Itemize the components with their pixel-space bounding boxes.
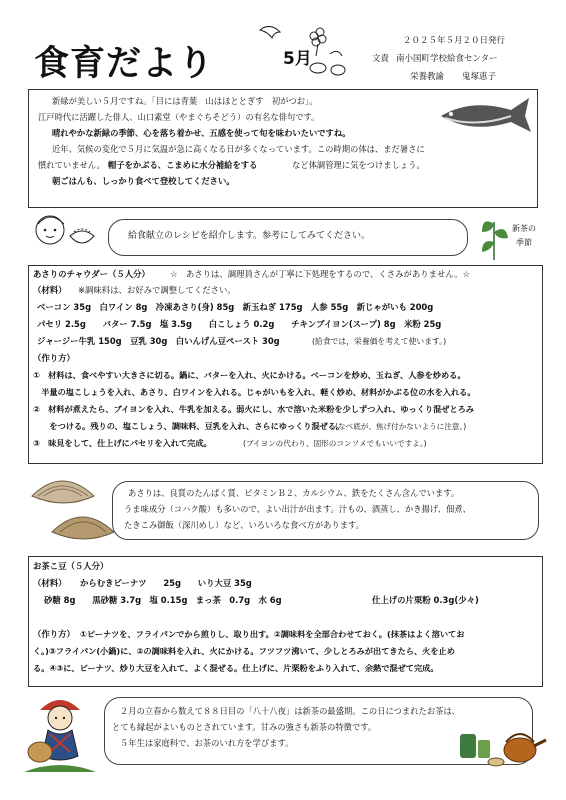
tea-picker-icon bbox=[20, 690, 100, 780]
chowder-title: あさりのチャウダー（５人分） bbox=[33, 269, 150, 279]
bonito-fish-icon bbox=[435, 92, 535, 142]
intro-line-6: 朝ごはんも、しっかり食べて登校してください。 bbox=[52, 176, 235, 186]
chowder-ingredients-tail: (給食では，栄養価を考えて使います。) bbox=[312, 337, 447, 346]
teapot-and-cup-icon bbox=[456, 722, 550, 768]
chowder-step-3-note: (ブイヨンの代わり、固形のコンソメでもいいですよ。) bbox=[243, 439, 427, 448]
tea-info-line-3: ５年生は家庭科で、お茶のいれ方を学びます。 bbox=[120, 738, 294, 748]
asari-info-line-1: あさりは、良質のたんぱく質、ビタミンＢ２、カルシウム、鉄をたくさん含んでいます。 bbox=[128, 488, 460, 498]
tea-beans-step-1: ①ピーナツを、フライパンでから煎りし、取り出す。②調味料を全部合わせておく。(抹茶はよく溶いてお bbox=[80, 629, 465, 639]
tea-beans-method-label: （作り方） bbox=[33, 629, 75, 639]
clam-icon bbox=[22, 466, 120, 546]
child-eating-icon bbox=[30, 208, 106, 260]
tea-info-line-2: とても縁起がよいものとされています。甘みの強さも新茶の特徴です。 bbox=[112, 722, 377, 732]
tea-beans-step-3: る。④③に、ピーナツ、炒り大豆を入れて、よく混ぜる。仕上げに、片栗粉をふり入れて、余熱で混ぜて完成。 bbox=[33, 663, 439, 673]
tea-leaf-icon bbox=[478, 214, 510, 262]
chowder-step-1b: 半量の塩こしょうを入れ、あさり、白ワインを入れる。じゃがいもを入れ、軽く炒め、材料がかぶる位の水を入れる。 bbox=[33, 387, 476, 397]
tea-beans-step-2: く。)③フライパン(小鍋)に、②の調味料を入れ、火にかける。フツフツ沸いて、少しとろみが出てきたら、火を止め bbox=[33, 646, 455, 656]
chowder-step-2-note: (なべ底が、焦げ付かないように注意。) bbox=[335, 422, 467, 431]
intro-line-4: 近年、気候の変化で５月に気温が急に高くなる日が多くなっています。この時期の体は、まだ暑さに bbox=[52, 144, 425, 154]
author-name: 鬼塚恵子 bbox=[462, 72, 497, 82]
chowder-step-2b: をつける。残りの、塩こしょう、調味料、豆乳を入れ、さらにゆっくり混ぜる。 bbox=[33, 421, 345, 431]
tea-beans-title: お茶こ豆（５人分） bbox=[33, 561, 109, 571]
publisher: 南小国町学校給食センター bbox=[396, 54, 498, 64]
asari-info-line-2: うま味成分（コハク酸）も多いので、よい出汁が出ます。汁もの、酒蒸し、かき揚げ、佃煮、 bbox=[124, 504, 471, 514]
chowder-method-label: （作り方） bbox=[33, 353, 75, 363]
intro-line-3: 晴れやかな新緑の季節、心を落ち着かせ、五感を使って旬を味わいたいですね。 bbox=[52, 128, 351, 138]
tea-beans-ingredients-line-2: 砂糖 8g 黒砂糖 3.7g 塩 0.15g まっ茶 0.7g 水 6g bbox=[44, 595, 282, 605]
chowder-step-3: ③ 味見をして、仕上げにパセリを入れて完成。 bbox=[33, 438, 212, 448]
intro-line-5: 慣れていません。 bbox=[38, 160, 105, 170]
header-doodle-icon bbox=[252, 18, 362, 80]
chowder-ingredients-line-2: パセリ 2.5g バター 7.5g 塩 3.5g 白こしょう 0.2g チキンブイヨン(スープ) 8g 米粉 25g bbox=[37, 319, 442, 329]
intro-line-5-tail: など体調管理に気をつけましょう。 bbox=[292, 160, 425, 170]
intro-line-2: 江戸時代に活躍した俳人、山口素堂（やまぐちそどう）の有名な俳句です。 bbox=[38, 112, 320, 122]
chowder-step-2: ② 材料が煮えたら、ブイヨンを入れ、牛乳を加える。弱火にし、水で溶いた米粉を少しずつ入れ、ゆっくり混ぜとろみ bbox=[33, 404, 475, 414]
tea-season-label-1: 新茶の bbox=[512, 224, 536, 233]
chowder-ingredients-note: ※調味料は、お好みで調整してください。 bbox=[78, 285, 236, 295]
chowder-ingredients-line-1: ベーコン 35g 白ワイン 8g 冷凍あさり(身) 85g 新玉ねぎ 175g 人参 55g 新じゃがいも 200g bbox=[37, 302, 434, 312]
tea-info-line-1: ２月の立春から数えて８８日目の「八十八夜」は新茶の最盛期。この日につまれたお茶は、 bbox=[120, 706, 461, 716]
chowder-note: ☆ あさりは、調理員さんが丁寧に下処理をするので、くさみがありません。☆ bbox=[170, 269, 471, 279]
author-role: 栄養教諭 bbox=[410, 72, 445, 82]
intro-line-1: 新緑が美しい５月ですね。「目には青葉 山はほととぎす 初がつお」。 bbox=[52, 96, 318, 106]
issue-date: ２０２５年５月２０日発行 bbox=[403, 36, 506, 46]
tea-beans-ingredients-tail: 仕上げの片栗粉 0.3g(少々) bbox=[372, 595, 479, 605]
tea-season-label-2: 季節 bbox=[516, 238, 532, 247]
intro-line-5-bold: 帽子をかぶる、こまめに水分補給をする bbox=[108, 160, 258, 170]
tea-beans-ingredients-line-1: からむきピーナツ 25g いり大豆 35g bbox=[80, 578, 252, 588]
tea-beans-ingredients-label: （材料） bbox=[33, 578, 67, 588]
asari-info-line-3: たきこみ御飯（深川めし）など、いろいろな食べ方があります。 bbox=[124, 520, 364, 530]
recipe-intro-text: 給食献立のレシピを紹介します。参考にしてみてください。 bbox=[128, 231, 371, 241]
publisher-label: 文責 bbox=[372, 54, 390, 64]
chowder-step-1: ① 材料は、食べやすい大きさに切る。鍋に、バターを入れ、火にかける。ベーコンを炒め、玉ねぎ、人参を炒める。 bbox=[33, 370, 466, 380]
chowder-ingredients-label: （材料） bbox=[33, 285, 67, 295]
chowder-ingredients-line-3: ジャージー牛乳 150g 豆乳 30g 白いんげん豆ペースト 30g bbox=[37, 336, 280, 346]
issue-month: 5月 bbox=[283, 49, 312, 69]
page-title: 食育だより bbox=[34, 44, 215, 84]
